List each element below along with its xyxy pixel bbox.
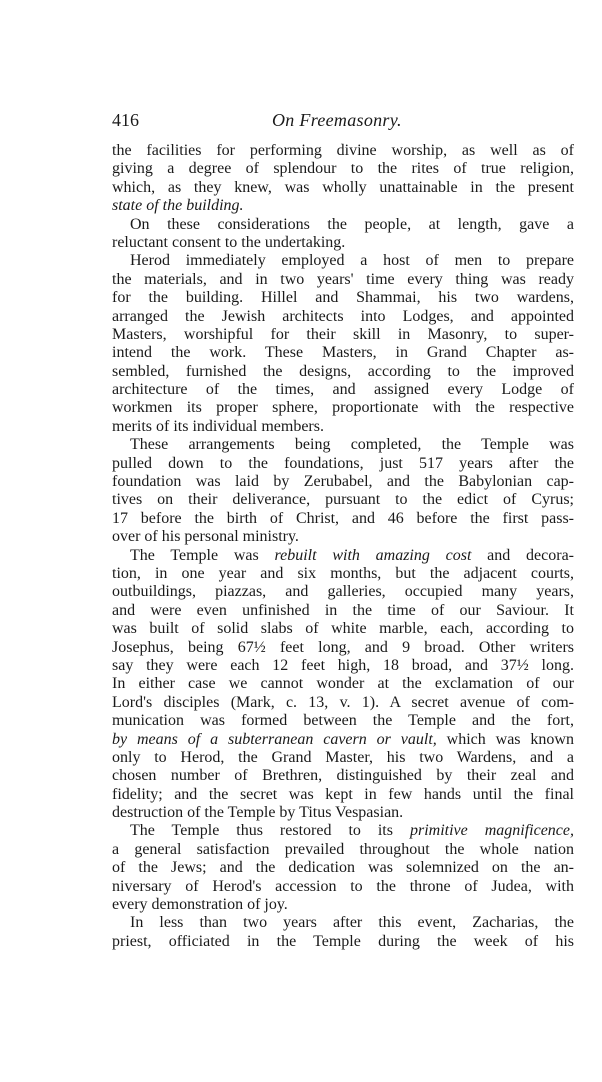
text-line: merits of its individual members.: [112, 417, 324, 435]
text-line: a general satisfaction prevailed throughout the whole nation: [112, 840, 574, 858]
body-text: [112, 142, 574, 951]
text-line: of the Jews; and the dedication was solemnized on the an-: [112, 859, 574, 877]
text-line: outbuildings, piazzas, and galleries, occupied many years,: [112, 583, 574, 601]
text-line: In either case we cannot wonder at the exclamation of our: [112, 675, 574, 693]
text-line: pulled down to the foundations, just 517 years after the: [112, 454, 574, 472]
text-line: foundation was laid by Zerubabel, and the Babylonian cap-: [112, 473, 574, 491]
text-line: arranged the Jewish architects into Lodges, and appointed: [112, 307, 574, 325]
text-line: the facilities for performing divine worship, as well as of: [112, 142, 574, 159]
text-line: and were even unfinished in the time of our Saviour. It: [112, 601, 574, 619]
page-number: 416: [112, 110, 139, 130]
text-line: the materials, and in two years' time every thing was ready: [112, 270, 574, 288]
text-line: Josephus, being 67½ feet long, and 9 broad. Other writers: [112, 638, 574, 656]
text-line: giving a degree of splendour to the rites of true religion,: [112, 160, 574, 178]
running-head: [112, 110, 584, 132]
running-title: On Freemasonry.: [272, 110, 402, 130]
text-line: Lord's disciples (Mark, c. 13, v. 1). A secret avenue of com-: [112, 693, 574, 711]
text-line: say they were each 12 feet high, 18 broad, and 37½ long.: [112, 656, 574, 674]
text-line: over of his personal ministry.: [112, 528, 299, 546]
text-line: only to Herod, the Grand Master, his two Wardens, and a: [112, 748, 574, 766]
text-line: every demonstration of joy.: [112, 896, 288, 914]
text-line: priest, officiated in the Temple during the week of his: [112, 932, 574, 950]
text-line: sembled, furnished the designs, according to the improved: [112, 362, 574, 380]
text-line: The Temple thus restored to its primitive magnificence,: [130, 822, 575, 840]
text-line: munication was formed between the Temple and the fort,: [112, 712, 574, 730]
text-line: On these considerations the people, at length, gave a: [130, 215, 574, 233]
text-line: intend the work. These Masters, in Grand Chapter as-: [112, 344, 574, 362]
text-line: architecture of the times, and assigned every Lodge of: [112, 381, 574, 399]
text-line: for the building. Hillel and Shammai, his two wardens,: [112, 289, 574, 307]
text-line: tion, in one year and six months, but the adjacent courts,: [112, 564, 574, 582]
text-line: In less than two years after this event, Zacharias, the: [130, 914, 574, 932]
text-line: fidelity; and the secret was kept in few hands until the final: [112, 785, 574, 803]
text-line: workmen its proper sphere, proportionate with the respective: [112, 399, 574, 417]
text-line: chosen number of Brethren, distinguished by their zeal and: [112, 767, 574, 785]
text-line: Masters, worshipful for their skill in Masonry, to super-: [112, 325, 574, 343]
text-line: niversary of Herod's accession to the throne of Judea, with: [112, 877, 574, 895]
text-line: The Temple was rebuilt with amazing cost and decora-: [130, 546, 575, 564]
text-line: 17 before the birth of Christ, and 46 before the first pass-: [112, 509, 574, 527]
text-line: by means of a subterranean cavern or vault, which was known: [112, 730, 574, 748]
text-line: was built of solid slabs of white marble, each, according to: [112, 620, 574, 638]
text-line: which, as they knew, was wholly unattainable in the present: [112, 178, 574, 196]
text-line: tives on their deliverance, pursuant to the edict of Cyrus;: [112, 491, 574, 509]
text-line: These arrangements being completed, the Temple was: [130, 436, 574, 454]
text-line: destruction of the Temple by Titus Vespasian.: [112, 804, 404, 822]
text-line: reluctant consent to the undertaking.: [112, 233, 346, 251]
text-line: Herod immediately employed a host of men to prepare: [130, 252, 574, 270]
text-line: state of the building.: [112, 197, 244, 215]
